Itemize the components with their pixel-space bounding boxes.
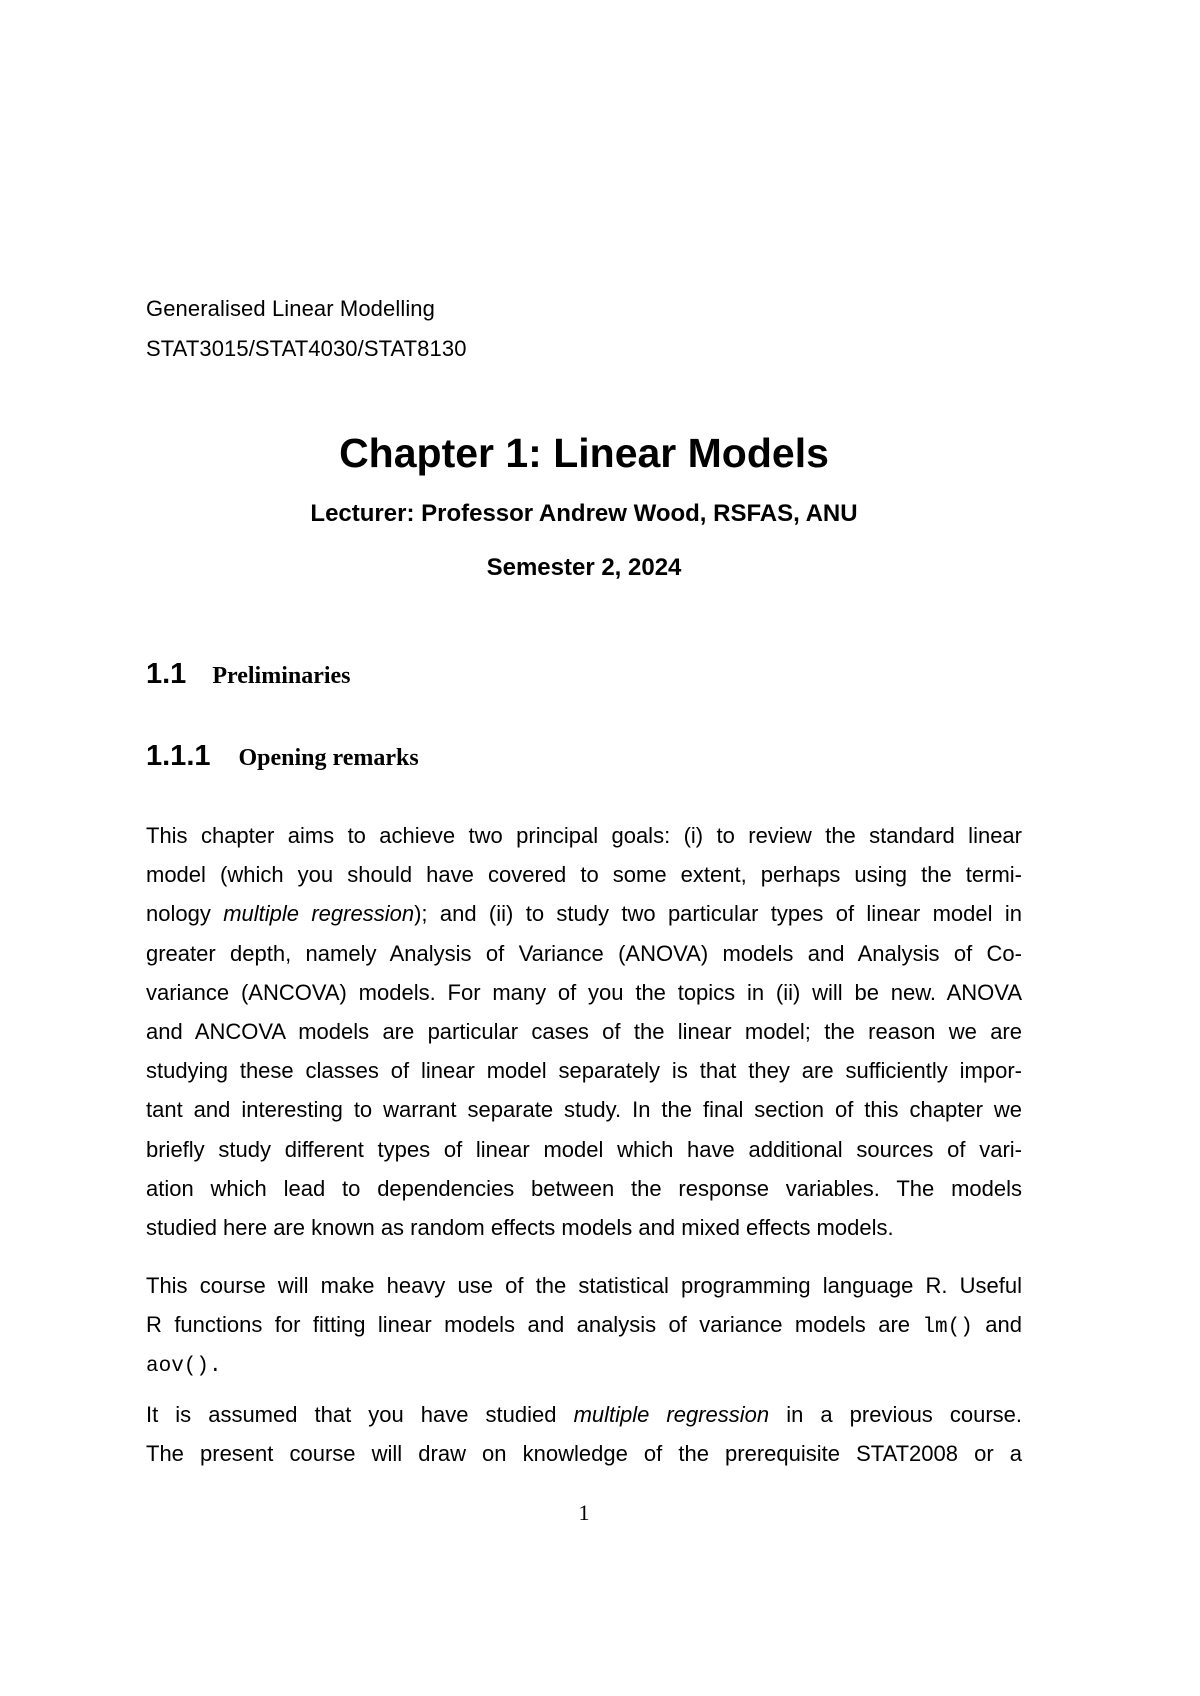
lecturer-line: Lecturer: Professor Andrew Wood, RSFAS, ANU	[310, 500, 858, 527]
text-run: R functions for fitting linear models and analysis of variance models are	[146, 1312, 923, 1338]
text-line: This chapter aims to achieve two principal goals: (i) to review the standard linear	[146, 823, 1022, 848]
text-line: studying these classes of linear model separately is that they are sufficiently impor-	[146, 1058, 1022, 1084]
semester-line: Semester 2, 2024	[486, 554, 682, 581]
emphasis-term: multiple regression	[573, 1402, 770, 1427]
chapter-title: Chapter 1: Linear Models	[339, 430, 829, 476]
text-line	[146, 1395, 1022, 1434]
text-line: variance (ANCOVA) models. For many of you the topics in (ii) will be new. ANOVA	[146, 979, 1022, 1005]
paragraph-prerequisites	[146, 1395, 1022, 1473]
text-run: ); and (ii) to study two particular types of linear model in	[414, 901, 1022, 927]
code-lm: lm()	[922, 1316, 973, 1340]
subsection-number: 1.1.1	[146, 740, 211, 772]
text-line	[146, 1305, 1022, 1344]
text-line: The present course will draw on knowledge of the prerequisite STAT2008 or a	[146, 1441, 1022, 1467]
text-run: in a previous course.	[769, 1402, 1023, 1427]
text-line	[146, 894, 1022, 933]
text-line: This course will make heavy use of the statistical programming language R. Useful	[146, 1273, 1022, 1298]
course-codes: STAT3015/STAT4030/STAT8130	[146, 336, 467, 361]
course-name: Generalised Linear Modelling	[146, 296, 435, 321]
subsection-heading-1-1-1	[146, 740, 419, 773]
text-line: briefly study different types of linear model which have additional sources of vari-	[146, 1136, 1022, 1162]
subsection-title: Opening remarks	[238, 745, 419, 771]
page-number: 1	[578, 1500, 590, 1525]
text-line	[146, 1344, 1022, 1383]
code-aov: aov().	[146, 1355, 222, 1379]
text-line: ation which lead to dependencies between the response variables. The models	[146, 1175, 1022, 1201]
text-run: and	[972, 1312, 1022, 1338]
text-run: It is assumed that you have studied	[146, 1402, 574, 1427]
text-line: greater depth, namely Analysis of Variance (ANOVA) models and Analysis of Co-	[146, 940, 1022, 966]
paragraph-r-usage	[146, 1266, 1022, 1384]
text-run: nology	[146, 901, 224, 927]
emphasis-term: multiple regression	[223, 901, 415, 927]
section-heading-1-1	[146, 658, 351, 691]
section-title: Preliminaries	[212, 663, 351, 689]
section-number: 1.1	[146, 658, 187, 690]
text-line: and ANCOVA models are particular cases of the linear model; the reason we are	[146, 1018, 1022, 1044]
text-line: tant and interesting to warrant separate study. In the final section of this chapter we	[146, 1097, 1022, 1123]
text-line: model (which you should have covered to some extent, perhaps using the termi-	[146, 862, 1022, 888]
paragraph-opening	[146, 816, 1022, 1247]
text-line: studied here are known as random effects models and mixed effects models.	[146, 1214, 894, 1240]
